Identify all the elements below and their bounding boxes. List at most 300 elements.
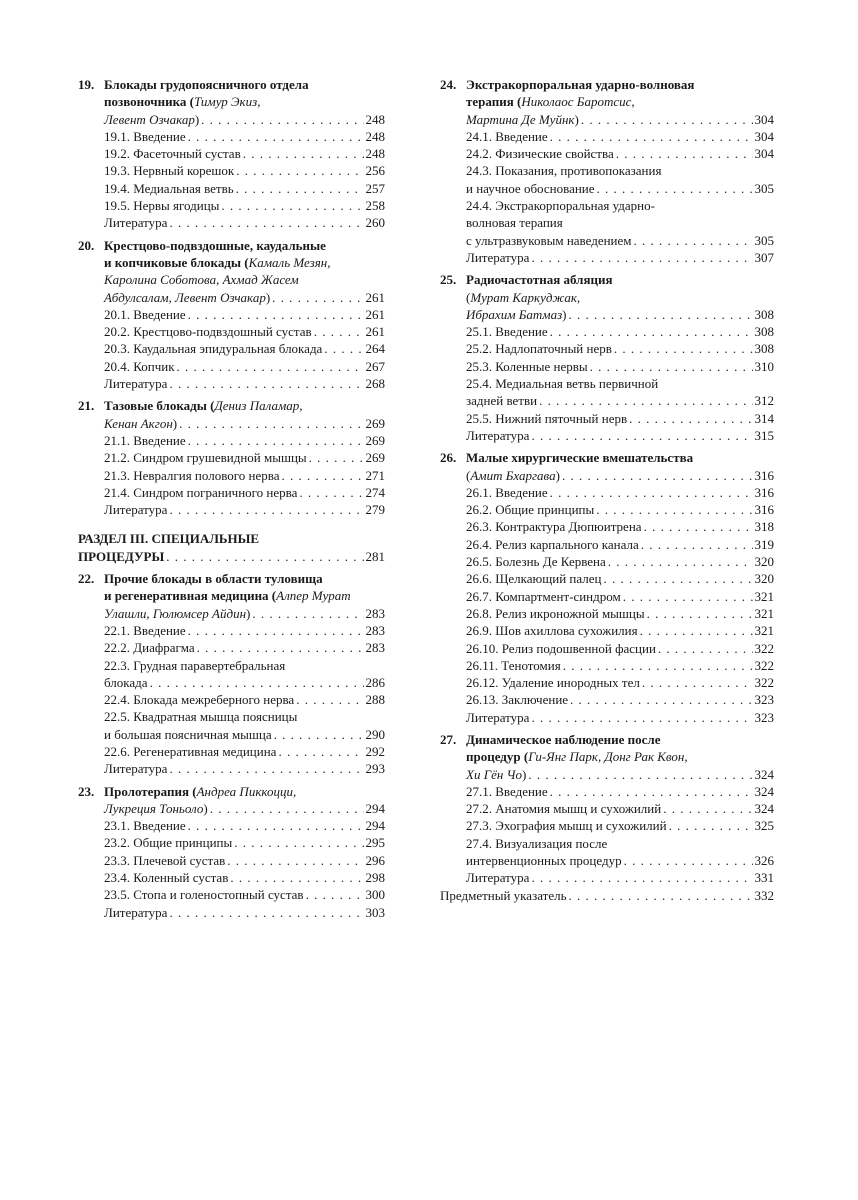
toc-line[interactable]: [440, 731, 774, 748]
chapter-number: 22.: [78, 571, 95, 587]
toc-text-part: 22.6. Регенеративная медицина: [104, 743, 277, 759]
toc-entry-text: [104, 432, 186, 449]
toc-entry-text: [104, 587, 351, 604]
toc-line[interactable]: [440, 197, 774, 214]
toc-entry-text: [104, 708, 297, 725]
page-number: 269: [365, 432, 385, 448]
toc-text-part: Радиочастотная абляция: [466, 272, 613, 288]
toc-entry-text: [466, 249, 529, 266]
toc-line[interactable]: [440, 640, 774, 657]
toc-entry-text: [466, 358, 588, 375]
toc-text-part: 24.1. Введение: [466, 128, 548, 144]
toc-line[interactable]: [78, 415, 385, 432]
toc-entry-text: [466, 605, 645, 622]
toc-line[interactable]: [78, 484, 385, 501]
dot-leader: [210, 800, 364, 817]
toc-text-part: 23.4. Коленный сустав: [104, 870, 229, 886]
toc-line[interactable]: [440, 427, 774, 444]
toc-line[interactable]: [440, 570, 774, 587]
page-number: 288: [365, 692, 385, 708]
toc-text-part: Крестцово-подвздошные, каудальные: [104, 237, 326, 253]
toc-entry-text: [466, 709, 529, 726]
toc-line[interactable]: [78, 111, 385, 128]
toc-line[interactable]: [78, 674, 385, 691]
page-number: 279: [365, 502, 385, 518]
toc-entry-text: [466, 427, 529, 444]
toc-line[interactable]: [440, 249, 774, 266]
toc-line[interactable]: [78, 783, 385, 800]
toc-entry-text: [466, 162, 661, 179]
dot-leader: [624, 852, 753, 869]
dot-leader: [188, 817, 364, 834]
toc-text-part: Тазовые блокады (: [104, 398, 215, 414]
page-number: 304: [754, 128, 774, 144]
dot-leader: [562, 467, 753, 484]
toc-entry-text: [440, 731, 660, 748]
toc-line[interactable]: [440, 783, 774, 800]
page-number: 325: [754, 818, 774, 834]
toc-entry-text: [440, 76, 694, 93]
toc-text-part: Литература: [466, 427, 530, 443]
toc-line[interactable]: [440, 622, 774, 639]
dot-leader: [531, 709, 752, 726]
toc-text-part: 25.2. Надлопаточный нерв: [466, 341, 612, 357]
dot-leader: [221, 197, 363, 214]
toc-line[interactable]: [78, 145, 385, 162]
page-number: 264: [365, 341, 385, 357]
toc-entry-text: [104, 180, 234, 197]
toc-line[interactable]: [440, 271, 774, 288]
toc-line[interactable]: [78, 93, 385, 110]
toc-line[interactable]: [78, 834, 385, 851]
toc-text-part: и копчиковые блокады (: [104, 254, 249, 270]
toc-line[interactable]: [440, 214, 774, 231]
dot-leader: [641, 536, 753, 553]
chapter-number: 24.: [440, 77, 457, 92]
toc-entry-text: [104, 852, 225, 869]
toc-text-part: Хи Гён Чо: [466, 766, 523, 782]
toc-entry-text: [466, 622, 638, 639]
toc-line[interactable]: [78, 530, 385, 547]
page-number: 261: [365, 289, 385, 305]
toc-entry-text: [466, 232, 632, 249]
toc-line[interactable]: [78, 271, 385, 288]
toc-entry-text: [104, 657, 285, 674]
page-number: 322: [754, 675, 774, 691]
page-number: 310: [754, 358, 774, 374]
dot-leader: [177, 358, 364, 375]
toc-text-part: Прочие блокады в области туловища: [104, 571, 323, 587]
toc-entry-text: [466, 657, 561, 674]
toc-line[interactable]: [78, 691, 385, 708]
toc-line[interactable]: [440, 518, 774, 535]
toc-entry-text: [78, 530, 259, 547]
toc-line[interactable]: [78, 432, 385, 449]
toc-line[interactable]: [78, 817, 385, 834]
toc-line[interactable]: [440, 76, 774, 93]
toc-line[interactable]: [78, 657, 385, 674]
page-number: 320: [754, 554, 774, 570]
toc-text-part: с ультразвуковым наведением: [466, 232, 632, 248]
dot-leader: [324, 340, 363, 357]
dot-leader: [201, 111, 363, 128]
toc-text-part: 20.3. Каудальная эпидуральная блокада: [104, 341, 323, 357]
dot-leader: [166, 548, 363, 565]
toc-text-part: и научное обоснование: [466, 180, 595, 196]
toc-line[interactable]: [78, 358, 385, 375]
toc-line[interactable]: [440, 588, 774, 605]
toc-line[interactable]: [440, 323, 774, 340]
page-number: 260: [365, 215, 385, 231]
toc-entry-text: [466, 691, 568, 708]
toc-line[interactable]: [440, 410, 774, 427]
toc-text-part: 23.2. Общие принципы: [104, 835, 233, 851]
page-number: 305: [754, 180, 774, 196]
dot-leader: [658, 640, 753, 657]
toc-line[interactable]: [440, 484, 774, 501]
toc-text-part: 26.10. Релиз подошвенной фасции: [466, 640, 656, 656]
toc-line[interactable]: [440, 306, 774, 323]
toc-line[interactable]: [78, 306, 385, 323]
toc-text-part: 26.11. Тенотомия: [466, 657, 561, 673]
toc-entry-text: [466, 323, 548, 340]
chapter-number: 20.: [78, 237, 95, 253]
toc-entry-text: [104, 817, 186, 834]
page-number: 304: [754, 146, 774, 162]
page-number: 258: [365, 198, 385, 214]
toc-line[interactable]: [440, 128, 774, 145]
dot-leader: [570, 691, 752, 708]
toc-entry-text: [104, 501, 167, 518]
page-number: 303: [365, 904, 385, 920]
toc-entry-text: [78, 548, 164, 565]
toc-entry-text: [104, 800, 208, 817]
toc-line[interactable]: [440, 852, 774, 869]
toc-line[interactable]: [440, 691, 774, 708]
page-number: 319: [754, 536, 774, 552]
toc-line[interactable]: [440, 605, 774, 622]
toc-text-part: 26.4. Релиз карпального канала: [466, 536, 639, 552]
page-number: 308: [754, 306, 774, 322]
toc-entry-text: [104, 886, 304, 903]
page-number: 316: [754, 502, 774, 518]
toc-entry-text: [104, 145, 241, 162]
toc-line[interactable]: [78, 128, 385, 145]
toc-entry-text: [466, 111, 579, 128]
toc-entry-text: [466, 501, 594, 518]
toc-line[interactable]: [440, 392, 774, 409]
toc-entry-text: [466, 392, 537, 409]
page-number: 269: [365, 450, 385, 466]
toc-text-part: 26.6. Щелкающий палец: [466, 571, 602, 587]
page-number: 295: [365, 835, 385, 851]
toc-text-part: терапия (: [466, 94, 522, 110]
toc-line[interactable]: [78, 605, 385, 622]
toc-line[interactable]: [78, 162, 385, 179]
toc-text-part: Дениз Паламар,: [214, 398, 303, 414]
toc-entry-text: [466, 800, 661, 817]
toc-line[interactable]: [440, 449, 774, 466]
dot-leader: [179, 415, 363, 432]
toc-text-part: ): [522, 766, 527, 782]
toc-text-part: Литература: [104, 376, 168, 392]
toc-text-part: Литература: [104, 761, 168, 777]
toc-entry-text: [466, 93, 635, 110]
toc-entry-text: [104, 162, 234, 179]
toc-line[interactable]: [78, 548, 385, 565]
toc-text-part: Блокады грудопоясничного отдела: [104, 77, 309, 92]
toc-entry-text: [466, 640, 656, 657]
toc-line[interactable]: [440, 748, 774, 765]
page-number: 267: [365, 358, 385, 374]
toc-text-part: Амит Бхаргава: [470, 467, 556, 483]
page-number: 283: [365, 605, 385, 621]
toc-text-part: Абдулсалам, Левент Озчакар: [104, 289, 266, 305]
toc-line[interactable]: [440, 289, 774, 306]
toc-line[interactable]: [440, 709, 774, 726]
toc-text-part: 20.2. Крестцово-подвздошный сустав: [104, 324, 312, 340]
toc-entry-text: [104, 271, 299, 288]
page-number: 321: [754, 588, 774, 604]
toc-line[interactable]: [78, 449, 385, 466]
page-number: 294: [365, 818, 385, 834]
toc-text-part: 22.1. Введение: [104, 622, 186, 638]
toc-entry-text: [104, 467, 279, 484]
toc-line[interactable]: [78, 726, 385, 743]
toc-text-part: ): [555, 467, 560, 483]
page-number: 323: [754, 692, 774, 708]
toc-line[interactable]: [440, 162, 774, 179]
toc-line[interactable]: [440, 340, 774, 357]
toc-line[interactable]: [440, 93, 774, 110]
toc-entry-text: [104, 197, 219, 214]
toc-line[interactable]: [440, 467, 774, 484]
toc-text-part: 19.4. Медиальная ветвь: [104, 180, 234, 196]
toc-text-part: 23.1. Введение: [104, 818, 186, 834]
toc-text-part: 22.2. Диафрагма: [104, 640, 195, 656]
toc-text-part: 19.3. Нервный корешок: [104, 163, 235, 179]
toc-line[interactable]: [440, 501, 774, 518]
toc-text-part: Литература: [104, 904, 168, 920]
toc-entry-text: [466, 518, 642, 535]
toc-left-column: [78, 76, 385, 921]
page-number: 286: [365, 674, 385, 690]
toc-entry-text: [466, 674, 640, 691]
toc-text-part: ): [265, 289, 271, 305]
toc-line[interactable]: [78, 852, 385, 869]
toc-line[interactable]: [78, 587, 385, 604]
toc-text-part: Левент Озчакар: [104, 111, 195, 127]
toc-entry-text: [466, 180, 595, 197]
page-number: 305: [754, 232, 774, 248]
toc-entry-text: [104, 415, 177, 432]
dot-leader: [299, 484, 363, 501]
toc-line[interactable]: [440, 358, 774, 375]
toc-entry-text: [104, 340, 322, 357]
toc-text-part: 26.3. Контрактура Дюпюитрена: [466, 519, 642, 535]
chapter-number: 21.: [78, 398, 95, 414]
dot-leader: [647, 605, 753, 622]
page-number: 290: [365, 726, 385, 742]
toc-line[interactable]: [78, 375, 385, 392]
dot-leader: [614, 340, 753, 357]
toc-line[interactable]: [78, 869, 385, 886]
toc-text-part: 21.1. Введение: [104, 432, 186, 448]
toc-line[interactable]: [440, 657, 774, 674]
toc-line[interactable]: [440, 674, 774, 691]
toc-line[interactable]: [78, 76, 385, 93]
toc-text-part: 24.2. Физические свойства: [466, 146, 614, 162]
toc-entry-text: [104, 622, 186, 639]
toc-line[interactable]: [78, 289, 385, 306]
toc-text-part: ПРОЦЕДУРЫ: [78, 548, 165, 564]
page-number: 331: [754, 870, 774, 886]
dot-leader: [590, 358, 753, 375]
page-number: 314: [754, 410, 774, 426]
dot-leader: [550, 783, 753, 800]
toc-line[interactable]: [440, 835, 774, 852]
dot-leader: [150, 674, 364, 691]
dot-leader: [629, 410, 752, 427]
toc-right-column: [440, 76, 774, 904]
toc-text-part: 19.2. Фасеточный сустав: [104, 146, 241, 162]
dot-leader: [550, 323, 753, 340]
page-number: 283: [365, 640, 385, 656]
toc-line[interactable]: [78, 886, 385, 903]
toc-line[interactable]: [78, 323, 385, 340]
toc-entry-text: [466, 410, 627, 427]
dot-leader: [197, 639, 364, 656]
page-number: 326: [754, 853, 774, 869]
toc-text-part: Литература: [104, 502, 168, 518]
toc-text-part: ): [246, 605, 251, 621]
toc-text-part: 23.3. Плечевой сустав: [104, 852, 226, 868]
toc-entry-text: [104, 214, 167, 231]
page-number: 321: [754, 623, 774, 639]
toc-line[interactable]: [78, 743, 385, 760]
toc-text-part: Каролина Соботова, Ахмад Жасем: [104, 272, 299, 288]
toc-line[interactable]: [440, 800, 774, 817]
toc-entry-text: [104, 743, 276, 760]
toc-text-part: ): [574, 111, 579, 127]
toc-line[interactable]: [440, 869, 774, 886]
toc-text-part: 26.13. Заключение: [466, 692, 569, 708]
toc-text-part: 24.4. Экстракорпоральная ударно-: [466, 198, 655, 214]
toc-line[interactable]: [78, 254, 385, 271]
dot-leader: [597, 180, 753, 197]
toc-entry-text: [104, 869, 228, 886]
toc-line[interactable]: [440, 375, 774, 392]
toc-line[interactable]: [78, 467, 385, 484]
page-number: 323: [754, 709, 774, 725]
toc-entry-text: [466, 197, 655, 214]
toc-line[interactable]: [440, 766, 774, 783]
page-number: 322: [754, 640, 774, 656]
page-number: 256: [365, 163, 385, 179]
toc-entry-text: [104, 323, 312, 340]
toc-entry-text: [466, 289, 580, 306]
toc-text-part: Улашли, Гюлюмсер Айдин: [104, 605, 247, 621]
dot-leader: [640, 622, 753, 639]
toc-text-part: Алпер Мурат: [276, 588, 351, 604]
page-number: 304: [754, 111, 774, 127]
toc-text-part: процедур (: [466, 749, 529, 765]
toc-entry-text: [104, 639, 195, 656]
toc-line[interactable]: [78, 639, 385, 656]
toc-line[interactable]: [78, 622, 385, 639]
dot-leader: [230, 869, 363, 886]
toc-line[interactable]: [440, 817, 774, 834]
toc-line[interactable]: [78, 708, 385, 725]
dot-leader: [306, 886, 364, 903]
toc-line[interactable]: [440, 232, 774, 249]
toc-line[interactable]: [440, 111, 774, 128]
toc-text-part: 27.3. Эхография мышц и сухожилий: [466, 818, 667, 834]
toc-entry-text: [466, 340, 612, 357]
toc-line[interactable]: [440, 145, 774, 162]
toc-text-part: 19.1. Введение: [104, 128, 186, 144]
dot-leader: [169, 501, 363, 518]
toc-line[interactable]: [78, 180, 385, 197]
toc-line[interactable]: [78, 214, 385, 231]
page-number: 261: [365, 306, 385, 322]
page-number: 248: [365, 111, 385, 127]
toc-text-part: блокада: [104, 674, 148, 690]
toc-line[interactable]: [440, 180, 774, 197]
toc-text-part: 20.1. Введение: [104, 306, 186, 322]
toc-line[interactable]: [440, 553, 774, 570]
toc-entry-text: [104, 254, 330, 271]
toc-line[interactable]: [78, 904, 385, 921]
toc-line[interactable]: [78, 397, 385, 414]
toc-line[interactable]: [78, 237, 385, 254]
toc-text-part: (: [466, 467, 471, 483]
toc-line[interactable]: [78, 501, 385, 518]
toc-entry-text: [466, 214, 563, 231]
toc-entry-text: [78, 570, 323, 587]
toc-text-part: 21.2. Синдром грушевидной мышцы: [104, 450, 307, 466]
page-number: 296: [365, 852, 385, 868]
toc-text-part: Ги-Янг Парк, Донг Рак Квон,: [528, 749, 688, 765]
toc-text-part: Кенан Акгон: [104, 415, 173, 431]
toc-line[interactable]: [440, 536, 774, 553]
toc-text-part: и регенеративная медицина (: [104, 588, 277, 604]
page-number: 316: [754, 484, 774, 500]
dot-leader: [227, 852, 363, 869]
toc-entry-text: [466, 748, 688, 765]
toc-line[interactable]: [78, 800, 385, 817]
dot-leader: [281, 467, 363, 484]
dot-leader: [623, 588, 753, 605]
page-number: 315: [754, 427, 774, 443]
toc-line[interactable]: [440, 887, 774, 904]
toc-line[interactable]: [78, 570, 385, 587]
toc-text-part: ): [172, 415, 178, 431]
toc-text-part: 27.1. Введение: [466, 783, 548, 799]
toc-line[interactable]: [78, 340, 385, 357]
toc-entry-text: [104, 128, 186, 145]
chapter-number: 25.: [440, 272, 457, 288]
page-number: 300: [365, 887, 385, 903]
toc-text-part: Ибрахим Батмаз: [466, 306, 563, 322]
toc-entry-text: [466, 536, 639, 553]
toc-entry-text: [104, 674, 148, 691]
toc-entry-text: [104, 904, 167, 921]
page-number: 307: [754, 249, 774, 265]
toc-line[interactable]: [78, 197, 385, 214]
toc-line[interactable]: [78, 760, 385, 777]
dot-leader: [188, 128, 364, 145]
